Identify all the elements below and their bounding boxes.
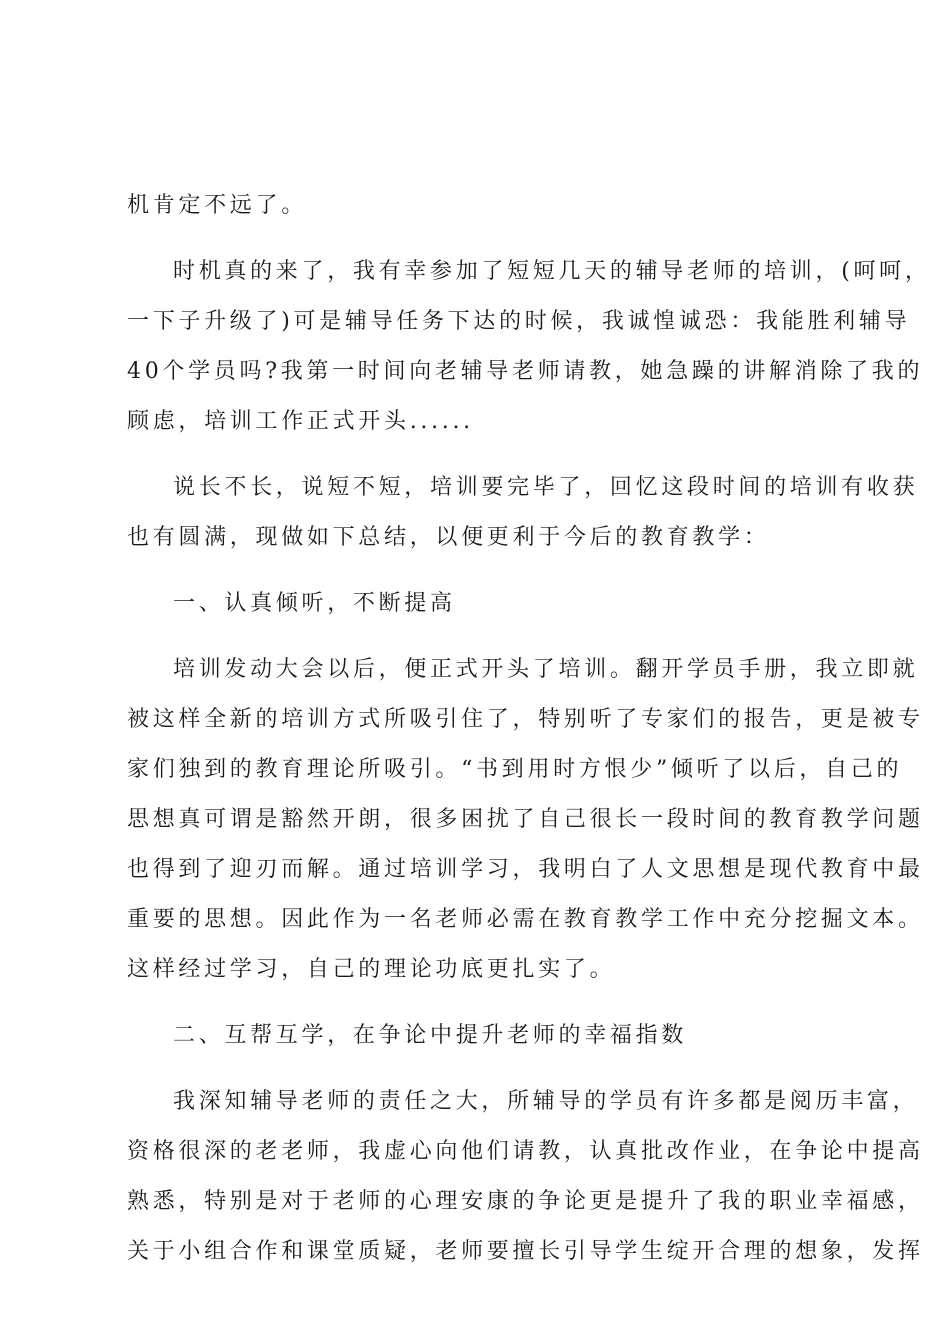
paragraph-listening (127, 645, 924, 995)
text-line: 说长不长，说短不短，培训要完毕了，回忆这段时间的培训有收获 (173, 475, 919, 500)
paragraph-continuation (127, 181, 833, 231)
text-line: 一、认真倾听，不断提高 (173, 591, 456, 616)
text-line: 熟悉，特别是对于老师的心理安康的争论更是提升了我的职业幸福感， (127, 1189, 924, 1214)
document-body (127, 181, 931, 1277)
text-line: 也得到了迎刃而解。通过培训学习，我明白了人文思想是现代教育中最 (127, 857, 924, 882)
paragraph-spacing (127, 447, 833, 463)
text-line: 也有圆满，现做如下总结，以便更利于今后的教育教学： (127, 525, 770, 550)
text-line: 被这样全新的培训方式所吸引住了，特别听了专家们的报告，更是被专 (127, 707, 924, 732)
text-line: 培训发动大会以后，便正式开头了培训。翻开学员手册，我立即就 (173, 657, 919, 682)
text-line: 一下子升级了)可是辅导任务下达的时候，我诚惶诚恐：我能胜利辅导 (127, 309, 911, 334)
text-line: 时机真的来了，我有幸参加了短短几天的辅导老师的培训，(呵呵， (173, 259, 931, 284)
text-line: 家们独到的教育理论所吸引。“书到用时方恨少”倾听了以后，自己的 (127, 757, 903, 782)
text-line: 顾虑，培训工作正式开头...... (127, 409, 474, 434)
paragraph-opportunity (127, 247, 931, 447)
text-line: 关于小组合作和课堂质疑，老师要擅长引导学生绽开合理的想象，发挥 (127, 1239, 924, 1264)
text-line: 40个学员吗?我第一时间向老辅导老师请教，她急躁的讲解消除了我的 (127, 359, 924, 384)
text-line: 机肯定不远了。 (127, 193, 307, 218)
paragraph-spacing (127, 995, 833, 1011)
paragraph-spacing (127, 629, 833, 645)
section-heading-1 (127, 579, 833, 629)
paragraph-mutual-help (127, 1077, 924, 1277)
text-line: 二、互帮互学，在争论中提升老师的幸福指数 (173, 1023, 688, 1048)
paragraph-summary-intro (127, 463, 919, 563)
text-line: 重要的思想。因此作为一名老师必需在教育教学工作中充分挖掘文本。 (127, 907, 924, 932)
paragraph-spacing (127, 563, 833, 579)
text-line: 思想真可谓是豁然开朗，很多困扰了自己很长一段时间的教育教学问题 (127, 807, 924, 832)
text-line: 资格很深的老老师，我虚心向他们请教，认真批改作业，在争论中提高 (127, 1139, 924, 1164)
section-heading-2 (127, 1011, 833, 1061)
paragraph-spacing (127, 1061, 833, 1077)
text-line: 我深知辅导老师的责任之大，所辅导的学员有许多都是阅历丰富， (173, 1089, 919, 1114)
text-line: 这样经过学习，自己的理论功底更扎实了。 (127, 957, 616, 982)
paragraph-spacing (127, 231, 833, 247)
